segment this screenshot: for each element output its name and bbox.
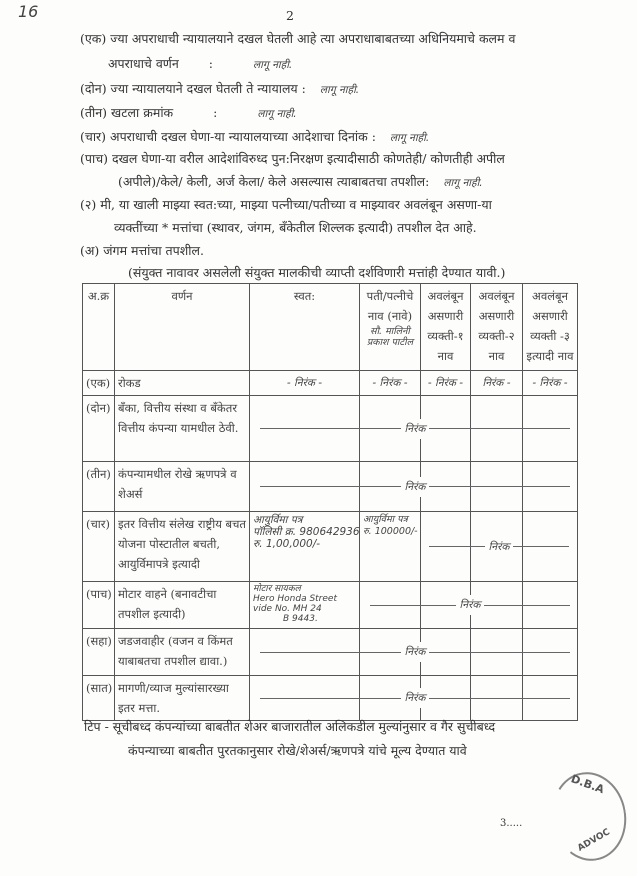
hw-line: Hero Honda Street	[253, 594, 337, 604]
row-number: (एक)	[83, 371, 115, 396]
row-number: (चार)	[83, 512, 115, 582]
hw-line: रु. 100000/-	[363, 526, 418, 537]
item-4-label: (चार) अपराधाची दखल घेणा-या न्यायालयाच्या आदेशाचा दिनांक :	[80, 129, 376, 144]
nil-value: निरंक	[485, 537, 514, 557]
advocate-stamp: D.B.A ADVOC	[545, 766, 633, 866]
hw-line: मोटार सायकल	[253, 584, 301, 594]
row-number: (पाच)	[83, 582, 115, 629]
col-header: स्वत:	[250, 284, 360, 371]
item-3-answer: लागू नाही.	[257, 108, 297, 120]
item-2-answer: लागू नाही.	[319, 84, 360, 96]
col-header	[360, 284, 421, 371]
hw-line: आयुर्विमा पत्र	[363, 514, 408, 525]
nil-value: निरंक	[401, 688, 430, 708]
item-1-answer: लागू नाही.	[252, 59, 293, 71]
col-header: अवलंबून असणारी व्यक्ती-२ नाव	[471, 284, 523, 371]
col-header: अवलंबून असणारी व्यक्ती-१ नाव	[421, 284, 471, 371]
table-row	[83, 629, 578, 676]
section-a-note: (संयुक्त नावावर असलेली संयुक्त मालकीची व्याप्ती दर्शविणारी मत्तांही देण्यात यावी.)	[128, 265, 506, 280]
nil-value: निरंक	[401, 477, 430, 497]
row-number: (दोन)	[83, 396, 115, 462]
para-2-line2: व्यक्तींच्या * मत्तांचा (स्थावर, जंगम, बँकेतील शिल्लक इत्यादी) तपशील देत आहे.	[114, 220, 477, 235]
item-3-label: (तीन) खटला क्रमांक	[80, 105, 174, 120]
header-text: पती/पत्नीचे नाव (नावे)	[366, 289, 414, 323]
spouse-name: सौ. मालिनी प्रकाश पाटील	[366, 326, 414, 348]
item-5-label: (पाच) दखल घेणा-या वरील आदेशांविरुध्द पुन:निरक्षण इत्यादीसाठी कोणतेही/ कोणतीही अपील	[80, 151, 505, 166]
table-row	[83, 396, 578, 462]
table-row	[83, 371, 578, 396]
section-a-title: (अ) जंगम मत्तांचा तपशील.	[80, 243, 204, 258]
row-description: कंपन्यामधील रोखे ऋणपत्रे व शेअर्स	[115, 462, 250, 512]
hw-line: आयुर्विमा पत्र	[253, 514, 303, 526]
cell-value: - निरंक -	[421, 371, 471, 396]
page-number: 2	[286, 8, 294, 23]
item-4-line	[80, 128, 429, 145]
colon: :	[208, 56, 213, 71]
cell	[360, 582, 481, 629]
footnote-line1: टिप - सूचीबध्द कंपन्यांच्या बाबतीत शेअर बाजारातील अलिकडील मुल्यांनुसार व गैर सुचीबध्द	[84, 719, 496, 734]
item-5-cont: (अपीले)/केले/ केली, अर्ज केला/ केले असल्यास त्याबाबतचा तपशील:	[118, 174, 430, 189]
nil-value: निरंक	[401, 642, 430, 662]
col-header: वर्णन	[115, 284, 250, 371]
movable-assets-table	[82, 283, 578, 721]
footnote-line2: कंपन्याच्या बाबतीत पुरतकानुसार रोखे/शेअर्स/ऋणपत्रे यांचे मूल्य देण्यात यावे	[128, 743, 467, 758]
row-description: मागणी/व्याज मुल्यांसारख्या इतर मत्ता.	[115, 676, 250, 721]
cell	[421, 512, 510, 582]
item-1-line	[108, 55, 292, 72]
cell	[250, 462, 426, 512]
cell-value: - निरंक -	[360, 371, 421, 396]
item-4-answer: लागू नाही.	[389, 132, 430, 144]
next-page-marker: 3.....	[500, 818, 523, 829]
item-1-cont: अपराधाचे वर्णन	[108, 56, 179, 71]
cell-value: - निरंक -	[523, 371, 578, 396]
hw-line: B 9443.	[283, 614, 318, 624]
table-row	[83, 676, 578, 721]
item-5-line	[118, 173, 483, 190]
row-description: इतर वित्तीय संलेख राष्ट्रीय बचत योजना पोस्टातील बचती, आयुर्विमापत्रे इत्यादी	[115, 512, 250, 582]
row-number: (तीन)	[83, 462, 115, 512]
hw-line: vide No. MH 24	[253, 604, 322, 614]
hw-line: पॉलिसी क्र. 980642936	[253, 526, 360, 538]
item-2-line	[80, 80, 359, 97]
col-header: अवलंबून असणारी व्यक्ती -३ इत्यादी नाव	[523, 284, 578, 371]
table-row	[83, 462, 578, 512]
row-number: (सहा)	[83, 629, 115, 676]
table-header	[83, 284, 578, 371]
self-value	[250, 512, 360, 582]
nil-value: निरंक	[456, 595, 485, 615]
self-value	[250, 582, 360, 629]
col-header: अ.क्र	[83, 284, 115, 371]
cell-value: - निरंक -	[250, 371, 360, 396]
cell	[250, 676, 426, 721]
hw-line: रु. 1,00,000/-	[253, 538, 321, 550]
para-2-line1: (२) मी, या खाली माझ्या स्वत:च्या, माझ्या पत्नीच्या/पतीच्या व माझ्यावर अवलंबून असणा-या	[80, 197, 492, 212]
cell-value: निरंक -	[471, 371, 523, 396]
item-1-label: (एक) ज्या अपराधाची न्यायालयाने दखल घेतली आहे त्या अपराधाबाबतच्या अधिनियमाचे कलम व	[80, 31, 516, 46]
item-2-label: (दोन) ज्या न्यायालयाने दखल घेतली ते न्यायालय :	[80, 81, 306, 96]
margin-note: 16	[18, 2, 39, 21]
row-description: रोकड	[115, 371, 250, 396]
cell	[250, 396, 426, 462]
row-description: जडजवाहीर (वजन व किंमत याबाबतचा तपशील द्यावा.)	[115, 629, 250, 676]
table-row	[83, 512, 578, 582]
nil-value: निरंक	[401, 419, 430, 439]
table-row	[83, 582, 578, 629]
row-description: मोटार वाहने (बनावटीचा तपशील इत्यादी)	[115, 582, 250, 629]
row-number: (सात)	[83, 676, 115, 721]
cell	[250, 629, 426, 676]
colon: :	[213, 105, 218, 120]
row-description: बँका, वित्तीय संस्था व बँकेतर वित्तीय कंपन्या यामधील ठेवी.	[115, 396, 250, 462]
item-5-answer: लागू नाही.	[443, 177, 483, 189]
item-3-line	[80, 104, 297, 121]
spouse-value	[360, 512, 421, 582]
